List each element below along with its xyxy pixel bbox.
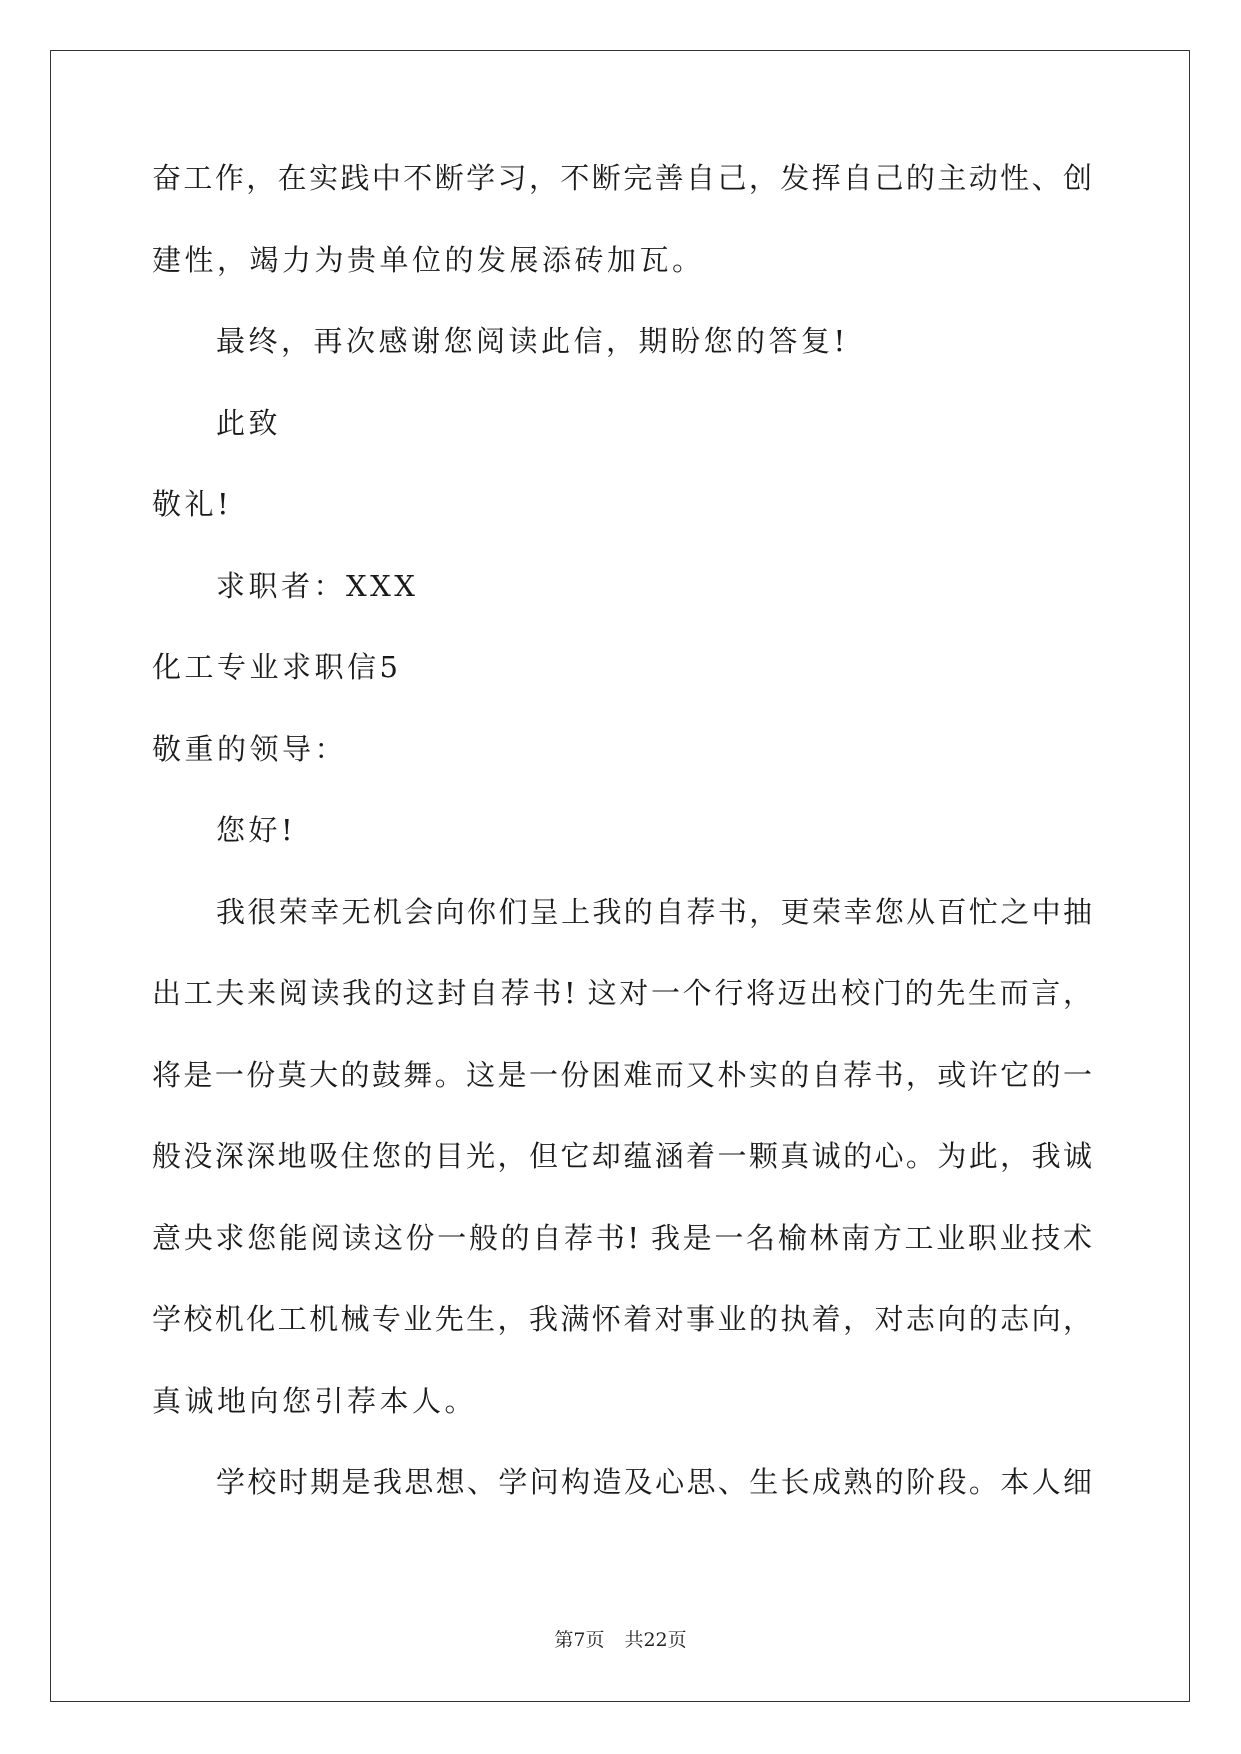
text-line: 您好! — [216, 813, 297, 847]
text-line: 真诚地向您引荐本人。 — [152, 1383, 478, 1418]
page-footer — [0, 1628, 1241, 1652]
text-line: 化工专业求职信5 — [152, 650, 402, 684]
text-line: 学校机化工机械专业先生，我满怀着对事业的执着，对志向的志向， — [152, 1302, 1092, 1336]
text-line: 最终，再次感谢您阅读此信，期盼您的答复! — [216, 324, 849, 358]
text-line: 学校时期是我思想、学问构造及心思、生长成熟的阶段。本人细 — [216, 1465, 1092, 1499]
text-line: 此致 — [216, 405, 282, 440]
text-line: 般没深深地吸住您的目光，但它却蕴涵着一颗真诚的心。为此，我诚 — [152, 1139, 1092, 1173]
text-line: 奋工作，在实践中不断学习，不断完善自己，发挥自己的主动性、创 — [152, 161, 1092, 195]
document-body — [152, 160, 1092, 1546]
text-line: 敬重的领导： — [152, 731, 348, 766]
text-line: 敬礼! — [152, 487, 233, 521]
text-line: 将是一份莫大的鼓舞。这是一份困难而又朴实的自荐书，或许它的一 — [152, 1057, 1092, 1092]
text-line: 意央求您能阅读这份一般的自荐书! 我是一名榆林南方工业职业技术 — [152, 1220, 1092, 1255]
text-line: 建性，竭力为贵单位的发展添砖加瓦。 — [152, 242, 705, 277]
page-total: 共22页 — [624, 1629, 687, 1651]
text-line: 出工夫来阅读我的这封自荐书! 这对一个行将迈出校门的先生而言， — [152, 976, 1092, 1010]
text-line: 我很荣幸无机会向你们呈上我的自荐书，更荣幸您从百忙之中抽 — [216, 894, 1092, 929]
text-line: 求职者：XXX — [216, 568, 419, 603]
page-number: 第7页 — [554, 1629, 605, 1651]
